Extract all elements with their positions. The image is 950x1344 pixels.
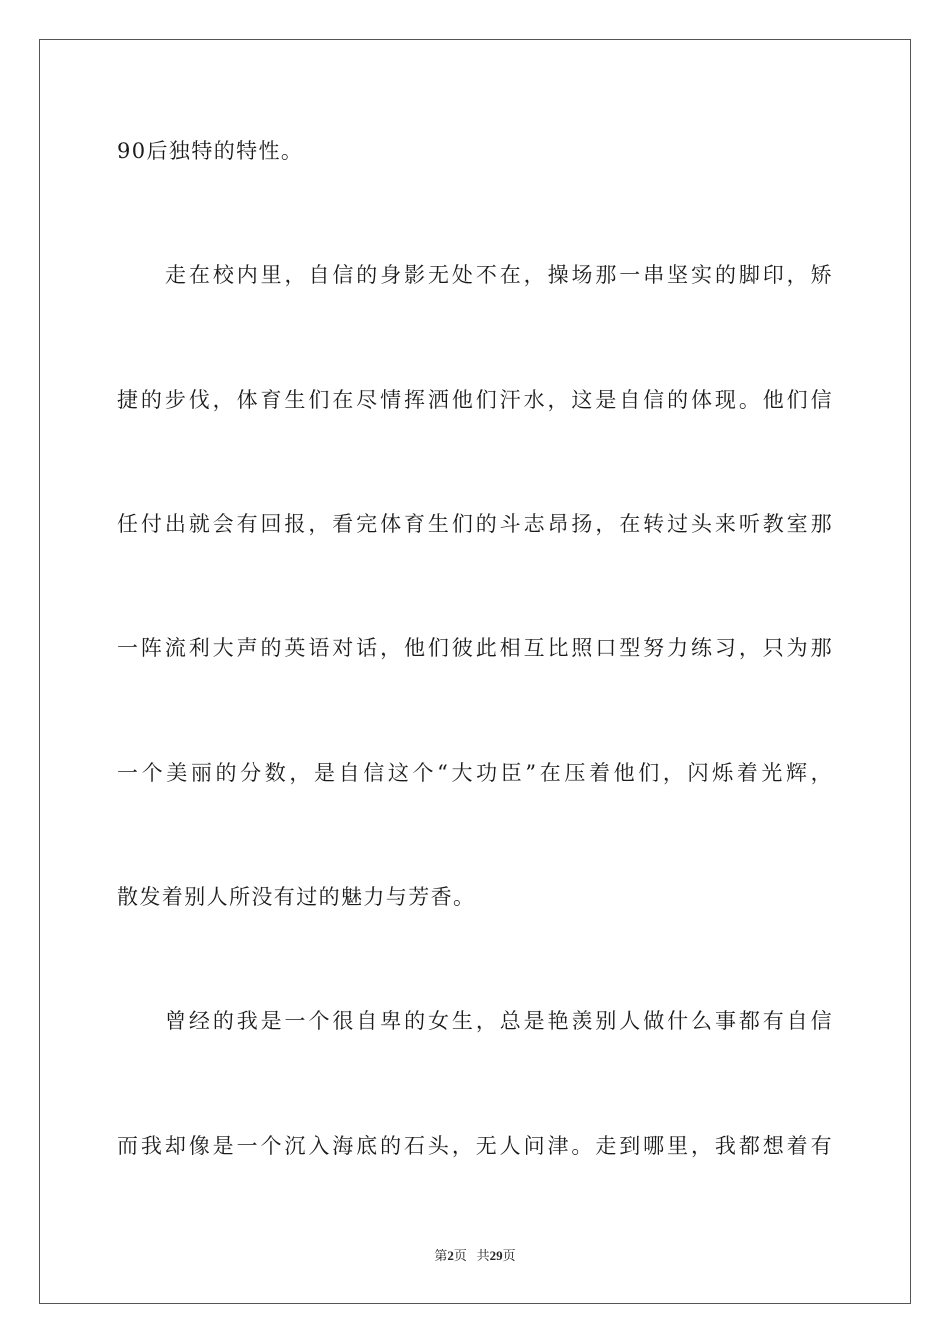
- total-pages: 29: [489, 1248, 503, 1263]
- total-suffix: 页: [502, 1248, 516, 1263]
- text-line-8: 曾经的我是一个很自卑的女生，总是艳羡别人做什么事都有自信: [165, 1009, 833, 1033]
- text-line-7: 散发着别人所没有过的魅力与芳香。: [117, 885, 476, 909]
- text-line-2: 走在校内里，自信的身影无处不在，操场那一串坚实的脚印，矫: [165, 263, 833, 287]
- page-number: 2: [447, 1248, 454, 1263]
- text-line-6: 一个美丽的分数，是自信这个“大功臣”在压着他们，闪烁着光辉，: [117, 761, 833, 785]
- page-prefix: 第: [434, 1248, 448, 1263]
- text-line-9: 而我却像是一个沉入海底的石头，无人问津。走到哪里，我都想着有: [117, 1134, 833, 1158]
- page-suffix: 页: [453, 1248, 467, 1263]
- total-prefix: 共: [476, 1248, 490, 1263]
- page-footer: [0, 1248, 950, 1264]
- page-border: [39, 39, 911, 1304]
- text-line-4: 任付出就会有回报，看完体育生们的斗志昂扬，在转过头来听教室那: [117, 512, 833, 536]
- text-line-3: 捷的步伐，体育生们在尽情挥洒他们汗水，这是自信的体现。他们信: [117, 388, 833, 412]
- text-line-1: 90后独特的特性。: [117, 139, 304, 163]
- text-line-5: 一阵流利大声的英语对话，他们彼此相互比照口型努力练习，只为那: [117, 636, 833, 660]
